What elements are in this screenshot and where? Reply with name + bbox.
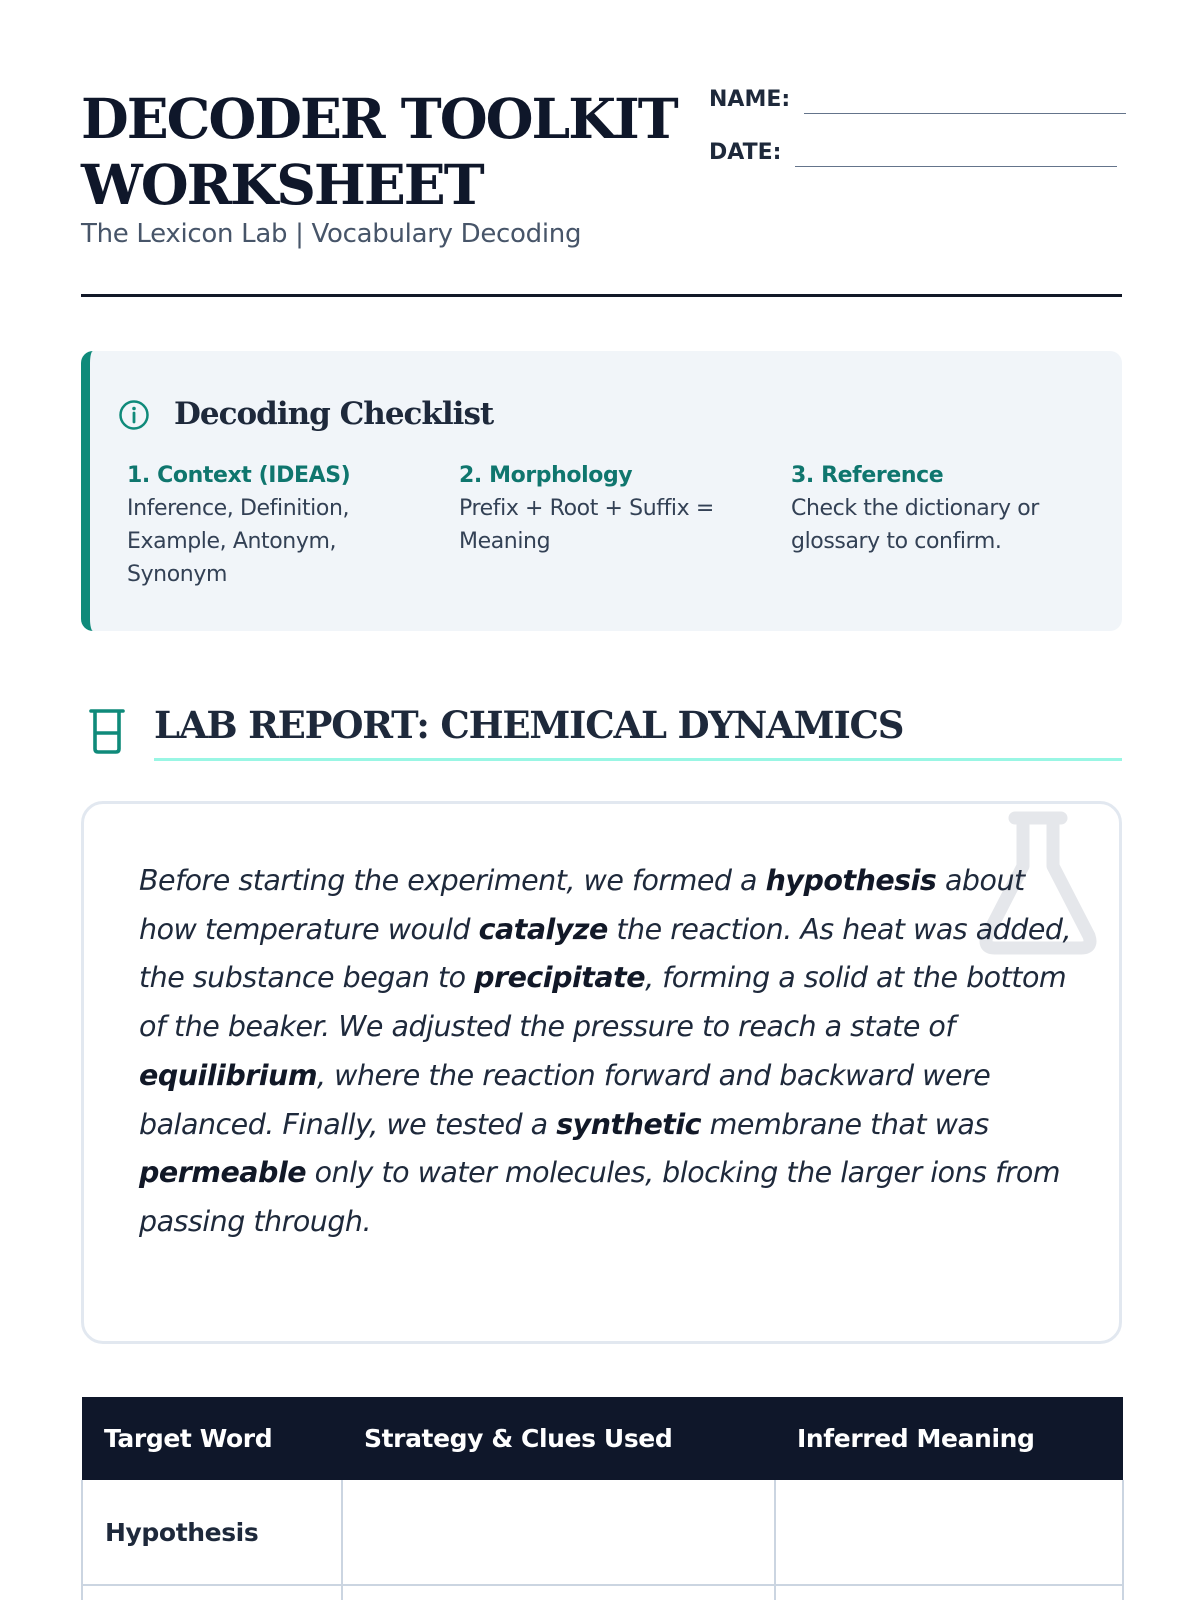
checklist-title: Decoding Checklist bbox=[174, 396, 494, 432]
vocabulary-table bbox=[81, 1397, 1124, 1600]
lab-report-passage bbox=[139, 857, 1074, 1247]
checklist-heading: 2. Morphology bbox=[459, 463, 633, 488]
name-label: NAME: bbox=[709, 87, 791, 112]
header-strategy: Strategy & Clues Used bbox=[342, 1397, 775, 1480]
header-divider bbox=[81, 294, 1122, 297]
beaker-icon bbox=[84, 707, 130, 755]
section-underline bbox=[154, 758, 1122, 761]
date-field bbox=[709, 139, 1117, 167]
date-label: DATE: bbox=[709, 140, 782, 165]
worksheet-title bbox=[81, 86, 677, 218]
checklist-heading: 3. Reference bbox=[791, 463, 944, 488]
cell-target-word: Hypothesis bbox=[82, 1480, 342, 1585]
checklist-column-morphology bbox=[459, 459, 759, 558]
passage-text: the reaction. As heat was added, the substance began to bbox=[139, 912, 1072, 995]
target-word-catalyze: catalyze bbox=[478, 912, 608, 946]
worksheet-subtitle: The Lexicon Lab | Vocabulary Decoding bbox=[81, 219, 582, 249]
cell-strategy[interactable] bbox=[342, 1480, 775, 1585]
name-field bbox=[709, 86, 1126, 114]
passage-text: , where the reaction forward and backward were balanced. Finally, we tested a bbox=[139, 1058, 991, 1141]
header-target-word: Target Word bbox=[82, 1397, 342, 1480]
cell-strategy[interactable] bbox=[342, 1585, 775, 1600]
checklist-body: Inference, Definition, Example, Antonym, Synonym bbox=[127, 496, 350, 587]
checklist-column-context bbox=[127, 459, 427, 591]
date-line[interactable] bbox=[795, 166, 1117, 167]
target-word-permeable: permeable bbox=[139, 1156, 307, 1190]
checklist-column-reference bbox=[791, 459, 1091, 558]
title-line-2: WORKSHEET bbox=[81, 152, 483, 217]
passage-text: Before starting the experiment, we formed a bbox=[139, 864, 766, 897]
checklist-body: Check the dictionary or glossary to confirm. bbox=[791, 496, 1039, 554]
table-row bbox=[82, 1585, 1123, 1600]
cell-inferred-meaning[interactable] bbox=[775, 1480, 1123, 1585]
passage-text: , forming a solid at the bottom of the beaker. We adjusted the pressure to reach a state of bbox=[139, 961, 1067, 1044]
checklist-body: Prefix + Root + Suffix = Meaning bbox=[459, 496, 714, 554]
title-line-1: DECODER TOOLKIT bbox=[81, 86, 677, 151]
target-word-precipitate: precipitate bbox=[474, 961, 646, 995]
name-line[interactable] bbox=[804, 113, 1126, 114]
section-title: LAB REPORT: CHEMICAL DYNAMICS bbox=[154, 703, 904, 747]
cell-target-word bbox=[82, 1585, 342, 1600]
target-word-synthetic: synthetic bbox=[556, 1107, 702, 1141]
header-inferred-meaning: Inferred Meaning bbox=[775, 1397, 1123, 1480]
passage-text: only to water molecules, blocking the larger ions from passing through. bbox=[139, 1156, 1061, 1238]
target-word-hypothesis: hypothesis bbox=[765, 864, 937, 897]
table-row bbox=[82, 1480, 1123, 1585]
passage-text: about how temperature would bbox=[139, 864, 1025, 946]
passage-text: membrane that was bbox=[701, 1107, 989, 1141]
info-circle-icon bbox=[118, 399, 150, 431]
target-word-equilibrium: equilibrium bbox=[139, 1058, 318, 1092]
cell-inferred-meaning[interactable] bbox=[775, 1585, 1123, 1600]
checklist-heading: 1. Context (IDEAS) bbox=[127, 463, 351, 488]
table-header-row bbox=[82, 1397, 1123, 1480]
